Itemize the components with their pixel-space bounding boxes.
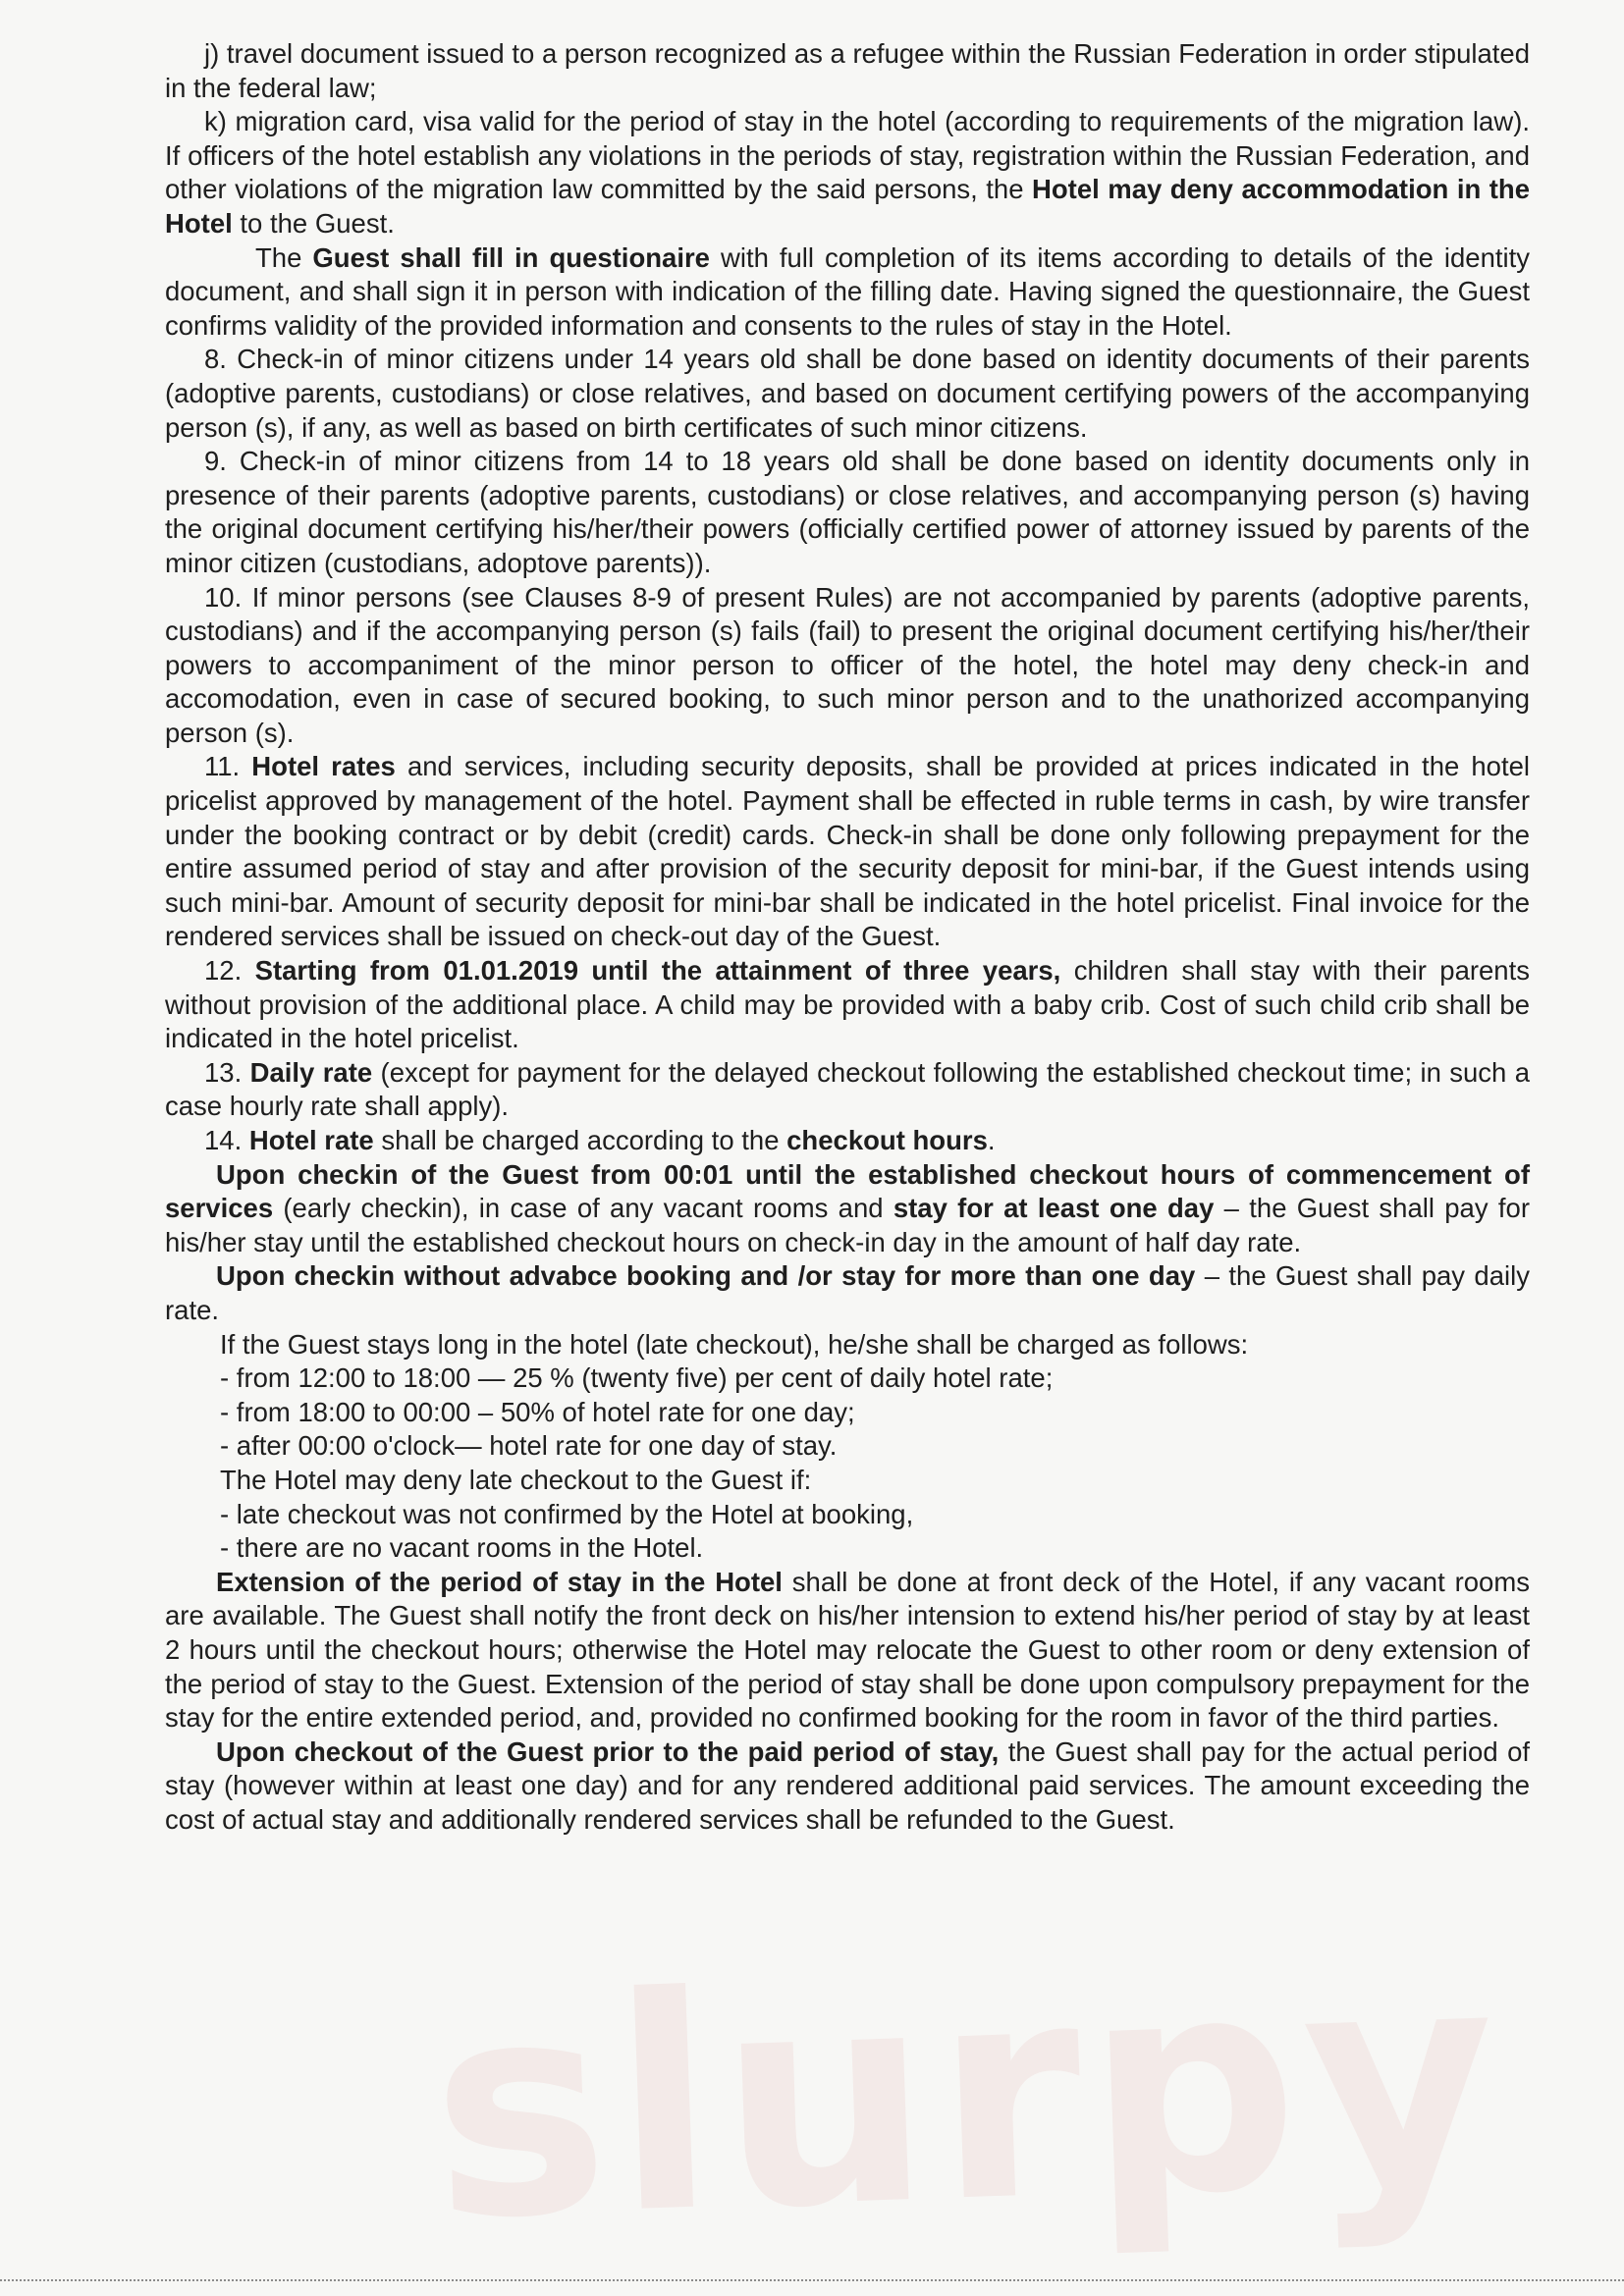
paragraph-k: k) migration card, visa valid for the period of stay in the hotel (according to requirements of the migration law). If officers of the hotel establish any violations in the periods of stay, registration within the Russian Federation, and other violations of the migration law committed by the said persons, the Hotel may deny accommodation in the Hotel to the Guest. [165,106,1531,239]
paragraph-j: j) travel document issued to a person recognized as a refugee within the Russian Federation in order stipulated in the federal law; [165,38,1530,103]
clause-13: 13. Daily rate (except for payment for the delayed checkout following the established checkout time; in such a case hourly rate shall apply). [165,1056,1530,1122]
clause-10: 10. If minor persons (see Clauses 8-9 of present Rules) are not accompanied by parents (adoptive parents, custodians) and if the accompanying person (s) fails (fail) to present the original document certifying his/her/their powers to accompaniment of the minor person to officer of the hotel, the hotel may deny check-in and accomodation, even in case of secured booking, to such minor person and to the unathorized accompanying person (s). [165,581,1530,748]
late-checkout-item: - from 18:00 to 00:00 – 50% of hotel rate for one day; [220,1396,855,1427]
paragraph-early-checkin: Upon checkin of the Guest from 00:01 until the established checkout hours of commencement of services (early checkin), in case of any vacant rooms and stay for at least one day – the Guest shall pay for his/her stay until the established checkout hours on check-in day in the amount of half day rate. [165,1158,1530,1257]
clause-14: 14. Hotel rate shall be charged according to the checkout hours. [204,1125,996,1155]
clause-8: 8. Check-in of minor citizens under 14 years old shall be done based on identity documents of their parents (adoptive parents, custodians) or close relatives, and based on document certifying powers of the accompanying person (s), if any, as well as based on birth certificates of such minor citizens. [165,344,1530,443]
deny-late-checkout: The Hotel may deny late checkout to the Guest if: [220,1464,812,1495]
paragraph-no-booking: Upon checkin without advabce booking and /or stay for more than one day – the Guest shall pay daily rate. [165,1260,1530,1325]
paragraph-questionnaire: The Guest shall fill in questionaire with full completion of its items according to details of the identity document, and shall sign it in person with indication of the filling date. Having signed the questionnaire, the Guest confirms validity of the provided information and consents to the rules of stay in the Hotel. [165,241,1531,341]
deny-item: - there are no vacant rooms in the Hotel. [220,1532,704,1564]
late-checkout-item: - after 00:00 o'clock— hotel rate for one day of stay. [220,1430,838,1462]
watermark-logo: slurpy [426,1905,1507,2285]
clause-9: 9. Check-in of minor citizens from 14 to 18 years old shall be done based on identity documents only in presence of their parents (adoptive parents, custodians) or close relatives, and accompanying person (s) having the original document certifying his/her/their powers (officially certified power of attorney issued by parents of the minor citizen (custodians, adoptove parents)). [165,446,1530,578]
clause-11: 11. Hotel rates and services, including security deposits, shall be provided at prices indicated in the hotel pricelist approved by management of the hotel. Payment shall be effected in ruble terms in cash, by wire transfer under the booking contract or by debit (credit) cards. Check-in shall be done only following prepayment for the entire assumed period of stay and after provision of the security deposit for mini-bar, if the Guest intends using such mini-bar. Amount of security deposit for mini-bar shall be indicated in the hotel pricelist. Final invoice for the rendered services shall be issued on check-out day of the Guest. [165,751,1531,952]
late-checkout-intro: If the Guest stays long in the hotel (late checkout), he/she shall be charged as follows: [220,1328,1249,1360]
deny-item: - late checkout was not confirmed by the Hotel at booking, [220,1498,914,1529]
late-checkout-item: - from 12:00 to 18:00 — 25 % (twenty five) per cent of daily hotel rate; [220,1362,1054,1394]
footer-divider [0,2279,1624,2281]
paragraph-extension: Extension of the period of stay in the Hotel shall be done at front deck of the Hotel, if any vacant rooms are available. The Guest shall notify the front deck on his/her intension to extend his/her period of stay by at least 2 hours until the checkout hours; otherwise the Hotel may relocate the Guest to other room or deny extension of the period of stay to the Guest. Extension of the period of stay shall be done upon compulsory prepayment for the stay for the entire extended period, and, provided no confirmed booking for the room in favor of the third parties. [165,1566,1530,1734]
paragraph-early-checkout: Upon checkout of the Guest prior to the paid period of stay, the Guest shall pay for the actual period of stay (however within at least one day) and for any rendered additional paid services. The amount exceeding the cost of actual stay and additionally rendered services shall be refunded to the Guest. [165,1735,1531,1835]
clause-12: 12. Starting from 01.01.2019 until the attainment of three years, children shall stay with their parents without provision of the additional place. A child may be provided with a baby crib. Cost of such child crib shall be indicated in the hotel pricelist. [165,955,1530,1054]
